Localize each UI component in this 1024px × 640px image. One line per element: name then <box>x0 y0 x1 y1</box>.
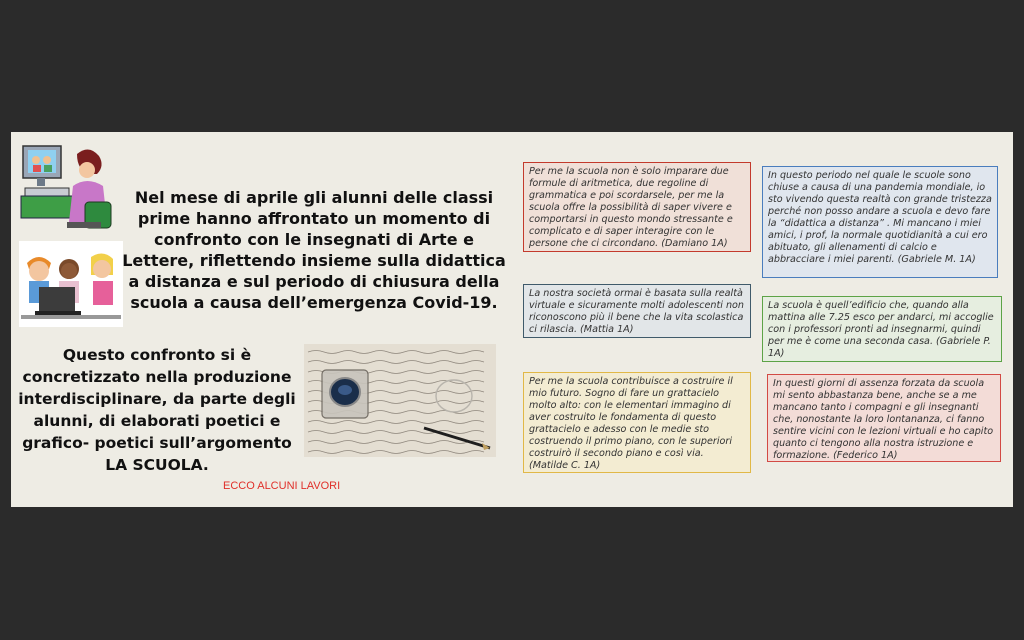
student-quote-card: In questo periodo nel quale le scuole sono chiuse a causa di una pandemia mondiale, io sto vivendo questa realtà con grande tristezza perché non posso andare a scuola e devo fare la “didattica a distanza” . Mi mancano i miei amici, i prof, la normale quotidianità a cui ero abituato, gli allenamenti di calcio e abbracciare i miei parenti. (Gabriele M. 1A) <box>762 166 998 278</box>
presentation-slide <box>11 132 1013 507</box>
inkwell-handwriting-photo <box>304 344 496 457</box>
description-paragraph: Questo confronto si è concretizzato nella produzione interdisciplinare, da parte degli alunni, di elaborati poetici e grafico- poetici sull’argomento LA SCUOLA. <box>18 346 296 474</box>
student-quote-card: Per me la scuola non è solo imparare due formule di aritmetica, due regoline di grammatica e poi scordarsele, per me la scuola offre la possibilità di saper vivere e comportarsi in questo mondo stressante e complicato e di saper interagire con le persone che ci circondano. (Damiano 1A) <box>523 162 751 252</box>
student-quote-card: In questi giorni di assenza forzata da scuola mi sento abbastanza bene, anche se a me mancano tanto i compagni e gli insegnanti che, nonostante la loro lontananza, ci fanno sentire vicini con le lezioni virtuali e ho capito quanto ci tengono alla nostra istruzione e formazione. (Federico 1A) <box>767 374 1001 462</box>
kids-at-laptop-illustration <box>19 241 123 327</box>
intro-paragraph: Nel mese di aprile gli alunni delle classi prime hanno affrontato un momento di confronto con le insegnati di Arte e Lettere, riflettendo insieme sulla didattica a distanza e sul periodo di chiusura della scuola a causa dell’emergenza Covid-19. <box>122 188 506 312</box>
student-quote-card: Per me la scuola contribuisce a costruire il mio futuro. Sogno di fare un grattacielo molto alto: con le elementari immagino di aver costruito le fondamenta di questo grattacielo e adesso con le medie sto costruendo il primo piano, con le superiori costruirò il secondo piano e così via. (Matilde C. 1A) <box>523 372 751 473</box>
girl-at-computer-illustration <box>19 140 117 238</box>
footer-note: ECCO ALCUNI LAVORI <box>223 480 341 492</box>
student-quote-card: La nostra società ormai è basata sulla realtà virtuale e sicuramente molti adolescenti non riconoscono più il bene che la vita scolastica ci rilascia. (Mattia 1A) <box>523 284 751 338</box>
student-quote-card: La scuola è quell’edificio che, quando alla mattina alle 7.25 esco per andarci, mi accoglie con i professori pronti ad insegnarmi, quindi per me è come una seconda casa. (Gabriele P. 1A) <box>762 296 1002 362</box>
